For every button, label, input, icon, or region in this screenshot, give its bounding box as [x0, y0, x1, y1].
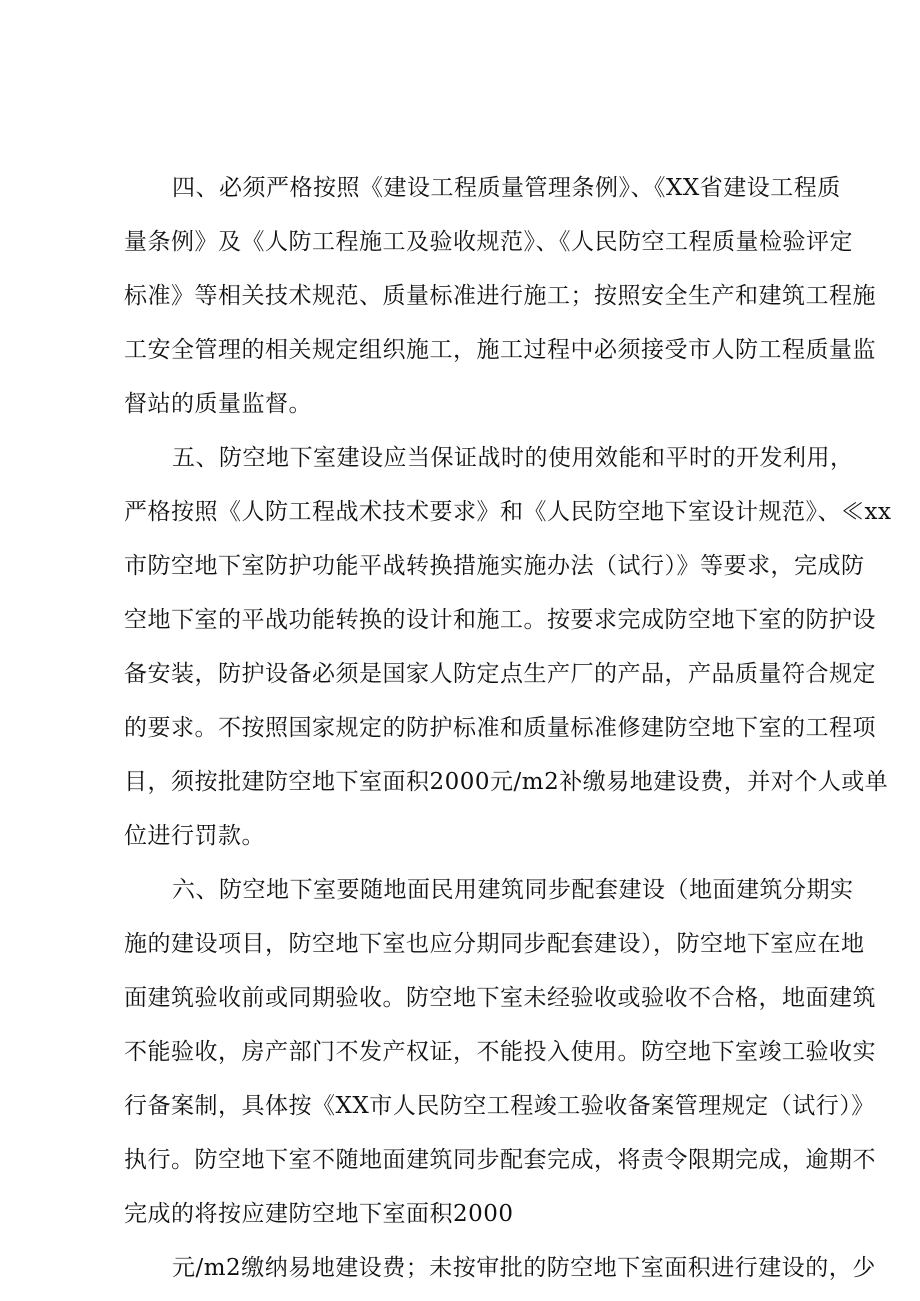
paragraph-5-line-2: 严格按照《人防工程战术技术要求》和《人民防空地下室设计规范》、≪xx [124, 499, 892, 525]
paragraph-5-line-3: 市防空地下室防护功能平战转换措施实施办法（试行）》等要求，完成防 [124, 553, 865, 579]
paragraph-6-line-1: 六、防空地下室要随地面民用建筑同步配套建设（地面建筑分期实 [172, 877, 854, 903]
paragraph-5-line-8: 位进行罚款。 [124, 823, 265, 849]
paragraph-6-line-2: 施的建设项目，防空地下室也应分期同步配套建设），防空地下室应在地 [124, 931, 865, 957]
paragraph-6-line-4: 不能验收，房产部门不发产权证，不能投入使用。防空地下室竣工验收实 [124, 1039, 876, 1065]
paragraph-5-line-7: 目，须按批建防空地下室面积2000元/m2补缴易地建设费，并对个人或单 [124, 769, 889, 795]
paragraph-6-line-3: 面建筑验收前或同期验收。防空地下室未经验收或验收不合格，地面建筑 [124, 985, 876, 1011]
paragraph-6-cont-line-1: 元/m2缴纳易地建设费；未按审批的防空地下室面积进行建设的，少 [172, 1255, 876, 1281]
paragraph-4-line-5: 督站的质量监督。 [124, 391, 312, 417]
paragraph-4-line-3: 标准》等相关技术规范、质量标准进行施工；按照安全生产和建筑工程施 [124, 283, 876, 309]
paragraph-6-line-5: 行备案制，具体按《XX市人民防空工程竣工验收备案管理规定（试行）》 [124, 1093, 875, 1119]
paragraph-4-line-2: 量条例》及《人防工程施工及验收规范》、《人民防空工程质量检验评定 [124, 229, 853, 255]
paragraph-6-line-6: 执行。防空地下室不随地面建筑同步配套完成，将责令限期完成，逾期不 [124, 1147, 876, 1173]
paragraph-4-line-4: 工安全管理的相关规定组织施工，施工过程中必须接受市人防工程质量监 [124, 337, 876, 363]
paragraph-4-line-1: 四、必须严格按照《建设工程质量管理条例》、《XX省建设工程质 [172, 175, 841, 201]
paragraph-6-line-7: 完成的将按应建防空地下室面积2000 [124, 1201, 514, 1227]
paragraph-5-line-5: 备安装，防护设备必须是国家人防定点生产厂的产品，产品质量符合规定 [124, 661, 876, 687]
paragraph-5-line-4: 空地下室的平战功能转换的设计和施工。按要求完成防空地下室的防护设 [124, 607, 876, 633]
paragraph-5-line-1: 五、防空地下室建设应当保证战时的使用效能和平时的开发利用， [172, 445, 854, 471]
paragraph-5-line-6: 的要求。不按照国家规定的防护标准和质量标准修建防空地下室的工程项 [124, 715, 876, 741]
